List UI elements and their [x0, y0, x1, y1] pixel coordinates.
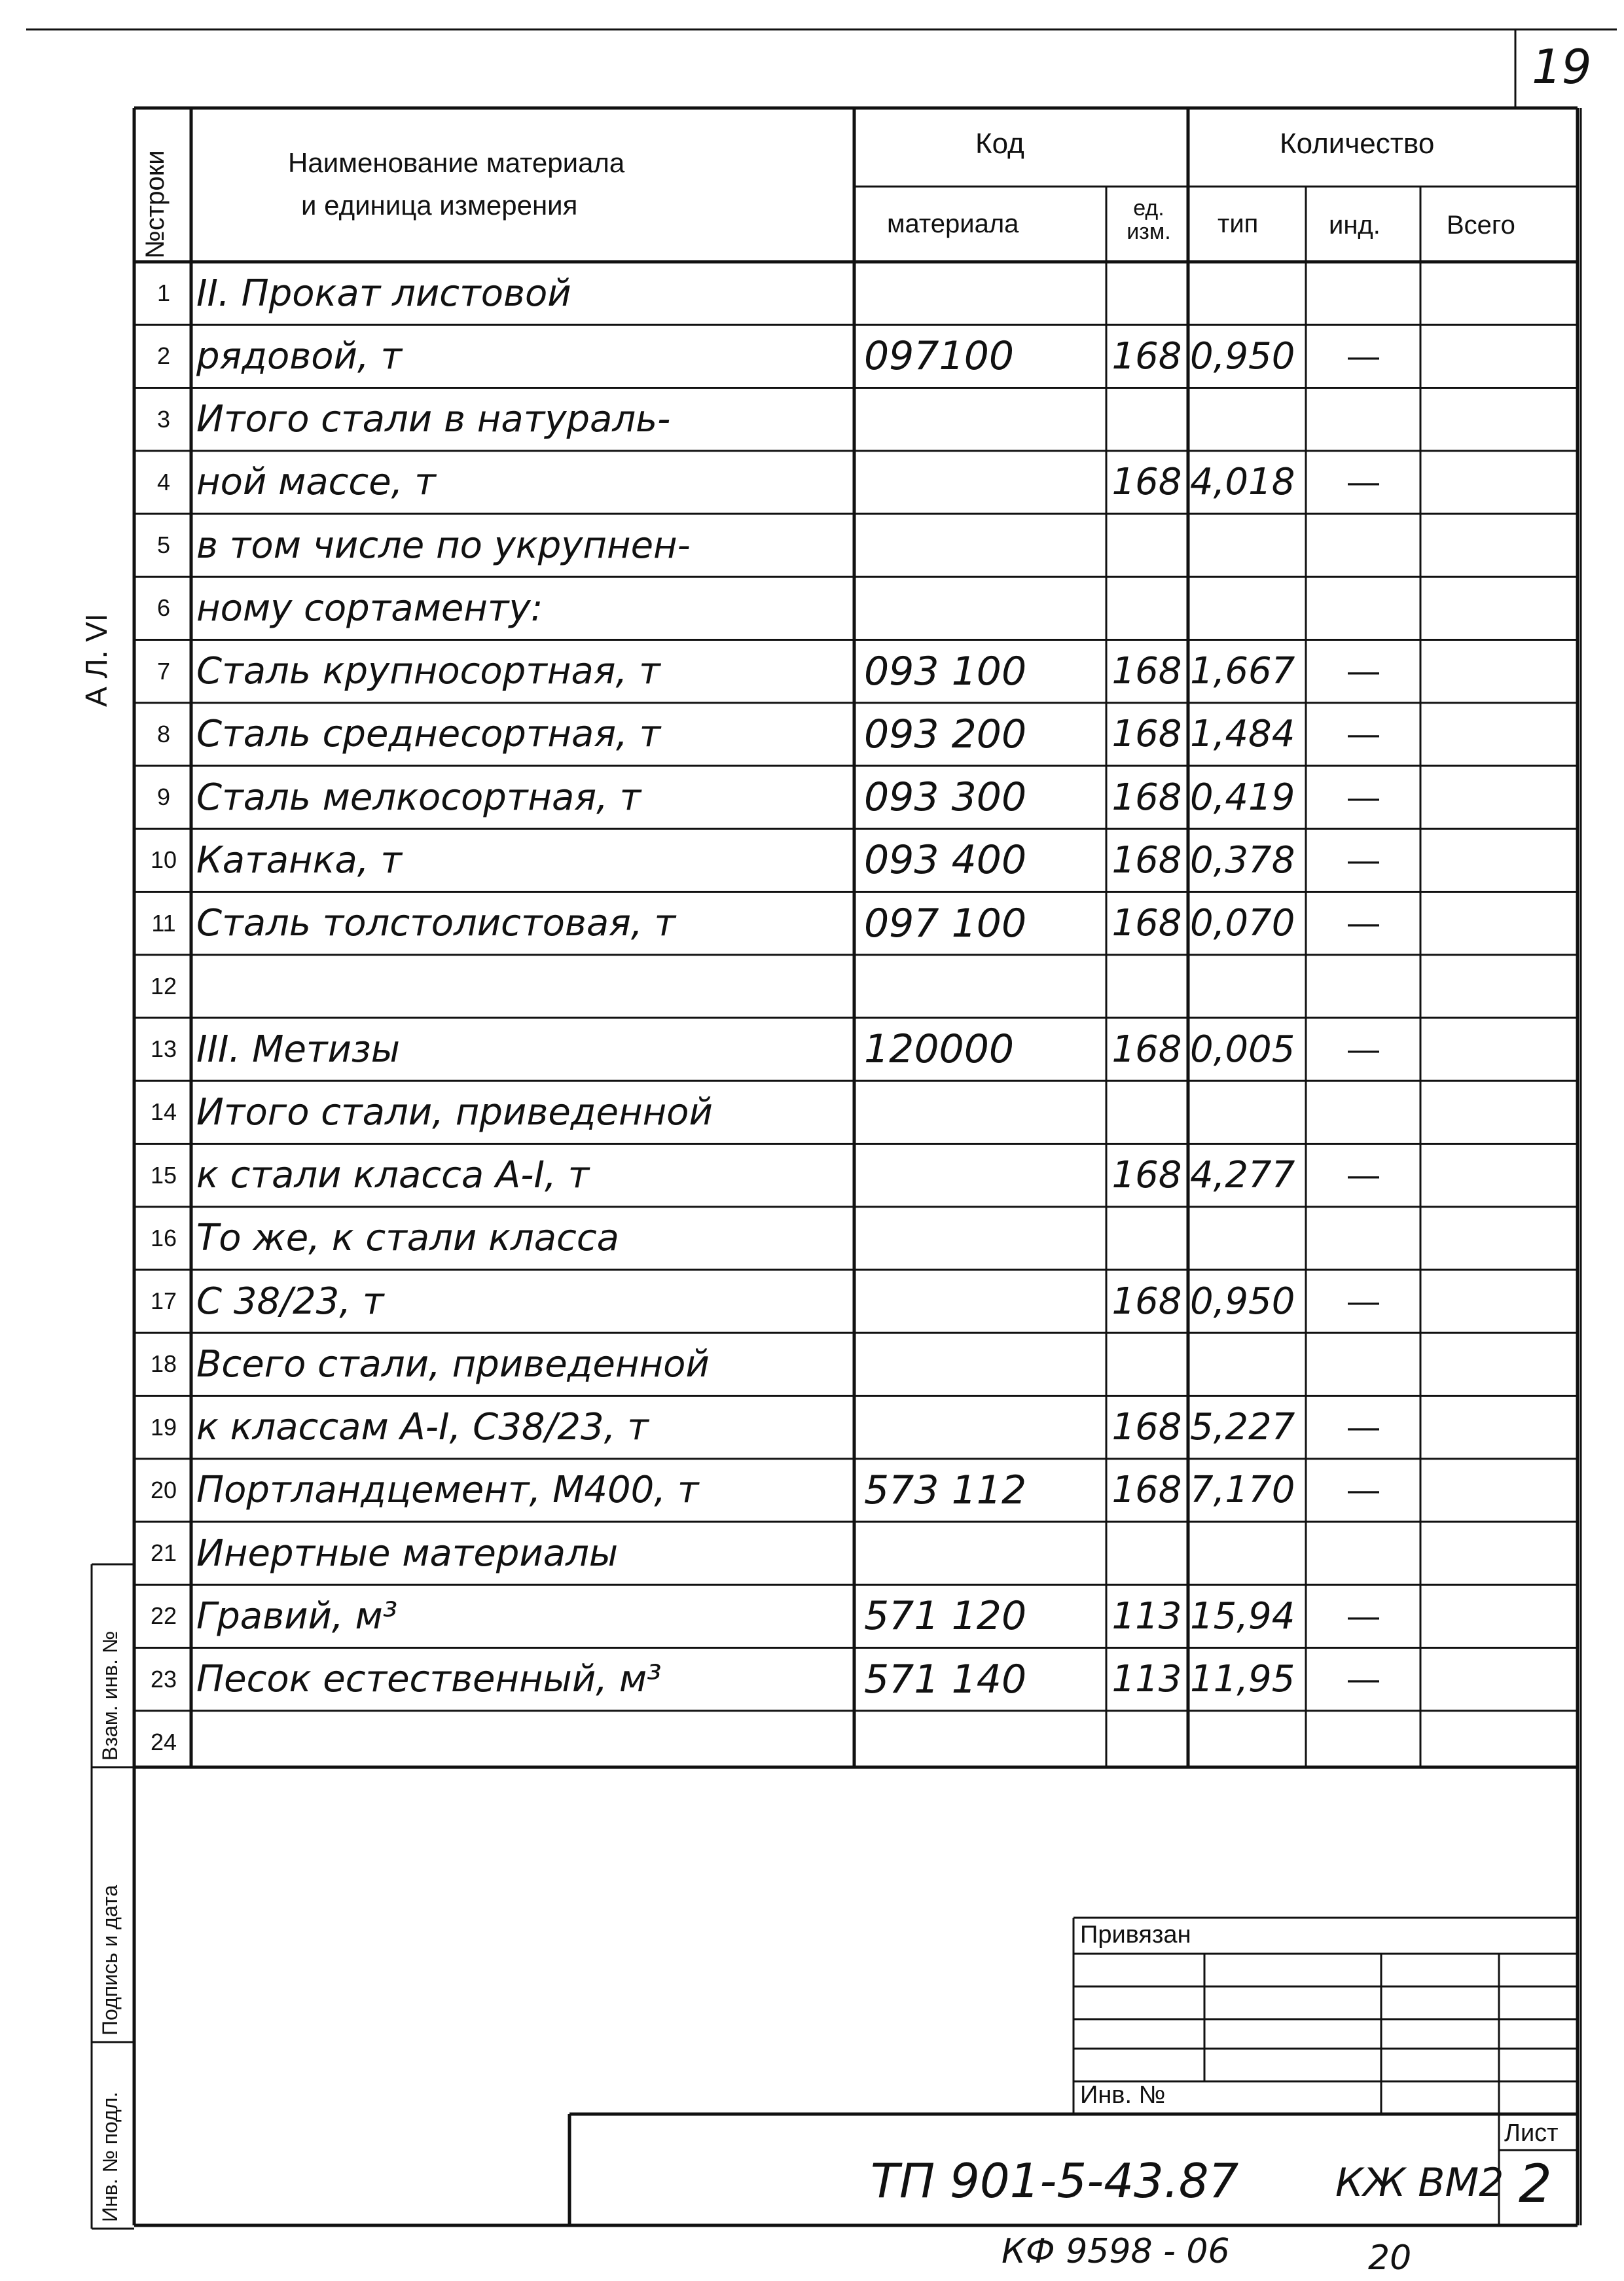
stamp-doc-code: ТП 901-5-43.87 [871, 2153, 1239, 2208]
row-code [864, 451, 1103, 514]
row-number: 17 [150, 1287, 177, 1315]
row-code: 093 400 [864, 837, 1027, 884]
row-total [1422, 1648, 1576, 1711]
header-q-type: тип [1218, 209, 1259, 238]
row-name: Катанка, т [196, 838, 402, 882]
row-code: 571 140 [864, 1656, 1027, 1702]
row-type [1190, 388, 1305, 451]
row-number: 16 [150, 1224, 177, 1251]
row-unit [1108, 577, 1186, 639]
row-type: 0,378 [1190, 838, 1295, 882]
row-unit: 168 [1111, 650, 1182, 693]
row-unit: 168 [1111, 1154, 1182, 1197]
row-total [1422, 1711, 1576, 1774]
header-q-ind: инд. [1329, 211, 1380, 240]
row-total [1422, 766, 1576, 829]
row-unit: 113 [1111, 1658, 1182, 1701]
row-unit [1108, 1081, 1186, 1143]
row-type [1190, 955, 1305, 1018]
row-type [1190, 1333, 1305, 1395]
row-code [864, 1270, 1103, 1333]
row-code [864, 1144, 1103, 1207]
row-code: 093 300 [864, 774, 1027, 821]
row-type: 0,419 [1190, 776, 1295, 819]
row-type [1190, 1081, 1305, 1143]
row-name: рядовой, т [196, 334, 403, 378]
row-type: 15,94 [1190, 1594, 1295, 1638]
row-total [1422, 640, 1576, 703]
page-number: 19 [1532, 39, 1592, 94]
row-ind: — [1348, 1598, 1379, 1634]
row-total [1422, 514, 1576, 577]
row-code [864, 1396, 1103, 1459]
row-name: С 38/23, т [196, 1280, 384, 1323]
row-type: 7,170 [1190, 1469, 1295, 1512]
row-number: 4 [156, 468, 171, 495]
row-number: 1 [156, 279, 171, 307]
footer-order: КФ 9598 - 06 [1001, 2232, 1230, 2271]
row-ind: — [1348, 780, 1379, 815]
row-type: 0,950 [1190, 334, 1295, 378]
row-ind [1308, 388, 1419, 451]
row-code [864, 1522, 1103, 1585]
row-total [1422, 451, 1576, 514]
row-ind: — [1348, 717, 1379, 752]
row-type: 0,005 [1190, 1028, 1295, 1071]
row-type: 0,070 [1190, 902, 1295, 945]
row-ind: — [1348, 465, 1379, 500]
row-unit: 168 [1111, 838, 1182, 882]
header-code-material: материала [887, 209, 1019, 238]
row-type: 5,227 [1190, 1406, 1295, 1449]
side-label: А Л. VI [79, 613, 113, 707]
row-unit [1108, 1522, 1186, 1585]
row-type [1190, 1522, 1305, 1585]
row-unit: 113 [1111, 1594, 1182, 1638]
row-unit: 168 [1111, 1406, 1182, 1449]
row-number: 9 [156, 783, 171, 811]
row-ind: — [1348, 1158, 1379, 1193]
row-type: 4,018 [1190, 461, 1295, 504]
row-type: 0,950 [1190, 1280, 1295, 1323]
row-name [196, 1711, 851, 1774]
row-number: 22 [150, 1602, 177, 1630]
row-total [1422, 1585, 1576, 1647]
row-unit: 168 [1111, 713, 1182, 756]
row-code [864, 1333, 1103, 1395]
row-number: 7 [156, 657, 171, 685]
row-ind: — [1348, 1662, 1379, 1697]
row-ind [1308, 1081, 1419, 1143]
row-ind [1308, 1522, 1419, 1585]
row-code: 097100 [864, 333, 1015, 380]
row-total [1422, 1270, 1576, 1333]
row-total [1422, 955, 1576, 1018]
row-code [864, 1207, 1103, 1270]
row-unit [1108, 262, 1186, 325]
row-number: 13 [150, 1035, 177, 1063]
row-total [1422, 1396, 1576, 1459]
row-type [1190, 577, 1305, 639]
row-number: 19 [150, 1413, 177, 1441]
row-name [196, 955, 851, 1018]
row-code [864, 955, 1103, 1018]
row-unit [1108, 955, 1186, 1018]
row-code [864, 388, 1103, 451]
header-row-no: №строки [141, 150, 170, 259]
row-number: 14 [150, 1098, 177, 1126]
row-unit: 168 [1111, 776, 1182, 819]
row-number: 5 [156, 531, 171, 559]
row-name: Сталь толстолистовая, т [196, 902, 676, 945]
row-name: Всего стали, приведенной [196, 1342, 710, 1386]
row-ind: — [1348, 906, 1379, 941]
row-total [1422, 262, 1576, 325]
row-total [1422, 1018, 1576, 1081]
row-name: Итого стали в натураль- [196, 398, 671, 441]
row-name: Портландцемент, М400, т [196, 1469, 699, 1512]
row-total [1422, 1459, 1576, 1522]
header-name-line1: Наименование материала [288, 147, 625, 178]
row-number: 2 [156, 342, 171, 370]
row-total [1422, 703, 1576, 766]
row-unit: 168 [1111, 1469, 1182, 1512]
row-type [1190, 514, 1305, 577]
row-number: 12 [150, 972, 177, 999]
row-ind: — [1348, 1284, 1379, 1319]
row-unit [1108, 1207, 1186, 1270]
row-number: 24 [150, 1728, 177, 1755]
row-code [864, 262, 1103, 325]
row-number: 18 [150, 1350, 177, 1378]
row-number: 15 [150, 1161, 177, 1189]
row-code: 097 100 [864, 900, 1027, 946]
row-name: Сталь среднесортная, т [196, 713, 661, 756]
row-name: к классам А-I, С38/23, т [196, 1406, 649, 1449]
row-unit: 168 [1111, 1028, 1182, 1071]
stamp-privyazan: Привязан [1080, 1921, 1191, 1949]
row-unit: 168 [1111, 902, 1182, 945]
header-code: Код [975, 128, 1024, 160]
stamp-list-value: 2 [1519, 2153, 1552, 2214]
row-unit: 168 [1111, 334, 1182, 378]
row-name: Песок естественный, м³ [196, 1658, 662, 1701]
row-ind: — [1348, 1473, 1379, 1508]
row-number: 23 [150, 1665, 177, 1693]
row-total [1422, 577, 1576, 639]
row-name: Сталь мелкосортная, т [196, 776, 641, 819]
row-unit: 168 [1111, 1280, 1182, 1323]
row-ind [1308, 577, 1419, 639]
row-name: Инертные материалы [196, 1532, 619, 1575]
row-type [1190, 262, 1305, 325]
margin-inv-podl: Инв. № подл. [98, 2091, 122, 2222]
row-code [864, 514, 1103, 577]
row-code: 120000 [864, 1026, 1015, 1073]
row-unit [1108, 514, 1186, 577]
row-total [1422, 1207, 1576, 1270]
row-number: 11 [151, 909, 176, 937]
row-type: 1,484 [1190, 713, 1295, 756]
row-type [1190, 1711, 1305, 1774]
row-name: Гравий, м³ [196, 1594, 398, 1638]
stamp-doc-mark: КЖ ВМ2 [1335, 2160, 1504, 2206]
row-ind: — [1348, 1032, 1379, 1067]
row-total [1422, 388, 1576, 451]
row-name: ной массе, т [196, 461, 436, 504]
row-ind: — [1348, 1410, 1379, 1445]
row-ind [1308, 1207, 1419, 1270]
row-number: 3 [156, 405, 171, 433]
row-number: 6 [156, 594, 171, 622]
footer-number: 20 [1368, 2238, 1412, 2278]
row-code: 573 112 [864, 1467, 1027, 1513]
row-code [864, 1711, 1103, 1774]
row-ind: — [1348, 842, 1379, 878]
row-name: III. Метизы [196, 1028, 400, 1071]
row-name: То же, к стали класса [196, 1217, 619, 1260]
row-code [864, 577, 1103, 639]
header-q-total: Всего [1447, 211, 1515, 240]
row-total [1422, 1522, 1576, 1585]
row-name: ному сортаменту: [196, 586, 543, 630]
row-ind: — [1348, 338, 1379, 374]
row-ind [1308, 514, 1419, 577]
row-code [864, 1081, 1103, 1143]
row-unit [1108, 388, 1186, 451]
row-number: 8 [156, 720, 171, 747]
stamp-inv-no: Инв. № [1080, 2081, 1166, 2109]
row-total [1422, 829, 1576, 891]
header-name-line2: и единица измерения [301, 190, 578, 221]
row-ind [1308, 262, 1419, 325]
row-total [1422, 325, 1576, 387]
row-type: 1,667 [1190, 650, 1295, 693]
row-unit [1108, 1711, 1186, 1774]
row-type: 11,95 [1190, 1658, 1295, 1701]
row-number: 10 [150, 846, 177, 874]
row-name: II. Прокат листовой [196, 272, 571, 315]
row-type [1190, 1207, 1305, 1270]
row-code: 571 120 [864, 1593, 1027, 1640]
row-ind [1308, 1333, 1419, 1395]
row-code: 093 100 [864, 648, 1027, 694]
row-ind [1308, 955, 1419, 1018]
row-name: к стали класса А-I, т [196, 1154, 590, 1197]
row-total [1422, 1081, 1576, 1143]
row-ind [1308, 1711, 1419, 1774]
header-code-unit: ед. изм. [1127, 196, 1171, 244]
row-type: 4,277 [1190, 1154, 1295, 1197]
row-number: 21 [150, 1539, 177, 1567]
row-total [1422, 892, 1576, 955]
margin-vzam: Взам. инв. № [98, 1630, 122, 1761]
row-total [1422, 1333, 1576, 1395]
row-unit: 168 [1111, 461, 1182, 504]
row-code: 093 200 [864, 711, 1027, 757]
margin-podpis: Подпись и дата [98, 1884, 122, 2036]
row-ind: — [1348, 654, 1379, 689]
row-total [1422, 1144, 1576, 1207]
row-name: Сталь крупносортная, т [196, 650, 660, 693]
header-quantity: Количество [1280, 128, 1435, 160]
row-unit [1108, 1333, 1186, 1395]
row-number: 20 [150, 1476, 177, 1503]
row-name: в том числе по укрупнен- [196, 524, 691, 567]
row-name: Итого стали, приведенной [196, 1090, 713, 1134]
stamp-list-label: Лист [1504, 2119, 1559, 2147]
